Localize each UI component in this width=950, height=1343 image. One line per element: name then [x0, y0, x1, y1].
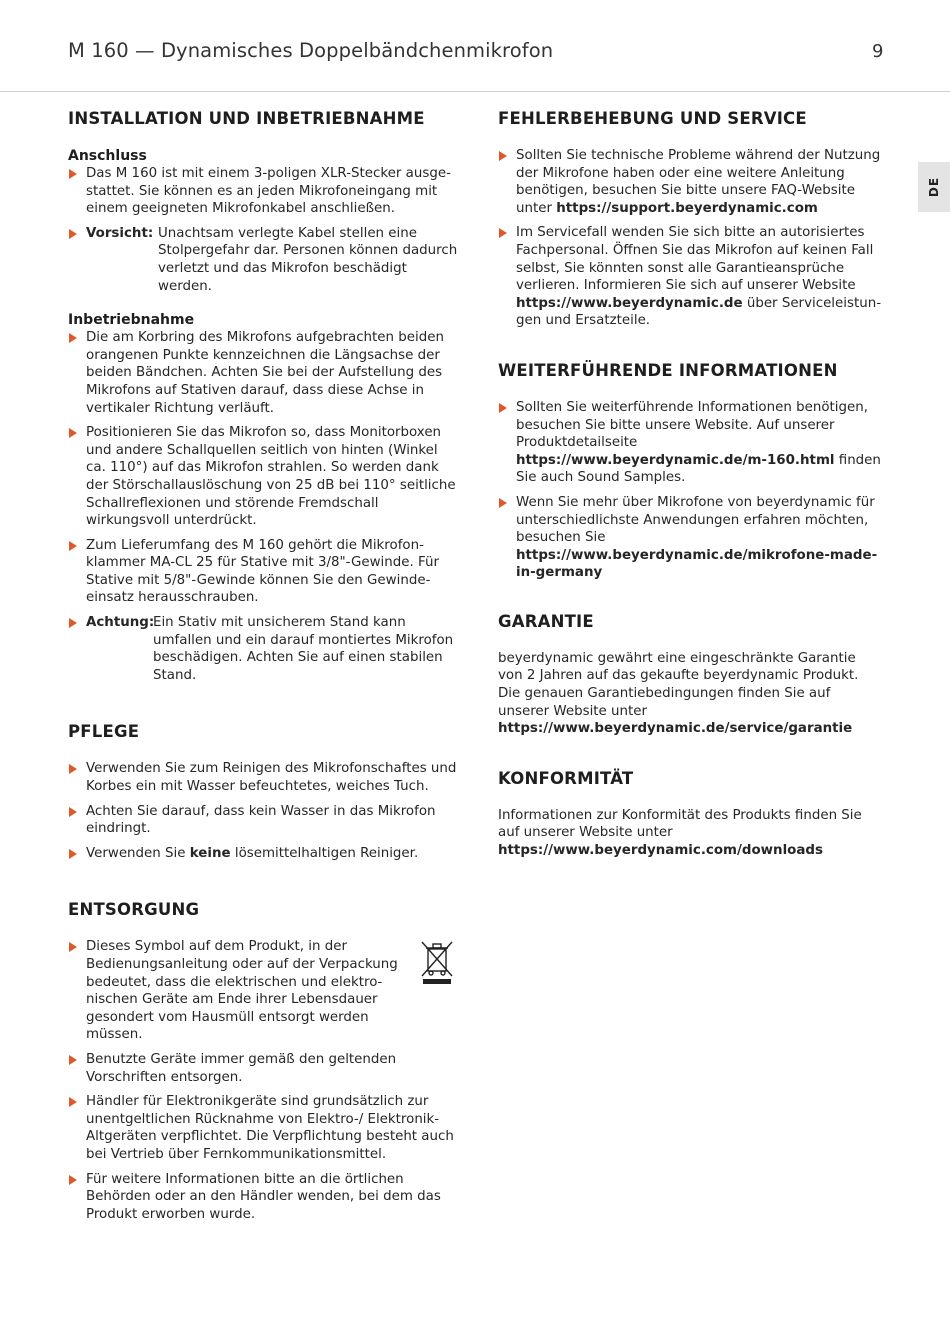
language-tab-label: DE — [927, 176, 941, 198]
list-item: Positionieren Sie das Mikrofon so, dass Monitorboxen und andere Schallquellen seitlich von hinten (Winkel ca. 110°) auf das Mikrofon strahlen. So werden dank der Störschallauslöschung von 25 dB bei 110° seitliche Schallreflexionen und störende Fremdschall wirkungsvoll unterdrückt. — [68, 424, 458, 530]
bullet-triangle-icon — [499, 228, 507, 238]
bullet-triangle-icon — [69, 1055, 77, 1065]
right-column — [498, 108, 883, 860]
page-number: 9 — [872, 41, 884, 62]
entsorgung-list — [68, 938, 458, 1223]
fehlerbehebung-list — [498, 147, 883, 330]
list-item: Im Servicefall wenden Sie sich bitte an autorisiertes Fachpersonal. Öffnen Sie das Mikrofon auf keinen Fall selbst, Sie könnten sonst alle Garantieansprüche verlieren. Informieren Sie sich auf unserer Website https://www.beyerdynamic.de über Serviceleistungen und Ersatzteile. — [498, 224, 883, 330]
section-heading-weiterfuehrende: WEITERFÜHRENDE INFORMATIONEN — [498, 360, 838, 380]
bullet-triangle-icon — [499, 498, 507, 508]
warning-label: Vorsicht: — [86, 225, 154, 241]
bullet-triangle-icon — [499, 151, 507, 161]
section-heading-entsorgung: ENTSORGUNG — [68, 900, 200, 920]
bullet-triangle-icon — [69, 849, 77, 859]
list-item: Verwenden Sie keine lösemittelhaltigen Reiniger. — [68, 845, 458, 863]
left-column — [68, 108, 458, 1230]
list-item: Verwenden Sie zum Reinigen des Mikrofonschaftes und Korbes ein mit Wasser befeuchtetes, weiches Tuch. — [68, 760, 458, 795]
bullet-triangle-icon — [69, 764, 77, 774]
document-title: M 160 — Dynamisches Doppelbändchenmikrofon — [68, 39, 554, 62]
made-in-germany-link[interactable]: https://www.beyerdynamic.de/mikrofone-made-in-germany — [516, 547, 878, 581]
section-heading-fehlerbehebung: FEHLERBEHEBUNG UND SERVICE — [498, 109, 807, 128]
warning-label: Achtung: — [86, 615, 155, 631]
bullet-triangle-icon — [69, 229, 77, 239]
warning-item — [68, 614, 458, 684]
bullet-triangle-icon — [69, 333, 77, 343]
section-konformitaet — [498, 768, 883, 860]
section-fehlerbehebung — [498, 108, 883, 330]
garantie-link[interactable]: https://www.beyerdynamic.de/service/garantie — [498, 721, 853, 737]
section-entsorgung — [68, 899, 458, 1223]
bullet-triangle-icon — [69, 1097, 77, 1107]
section-garantie — [498, 611, 883, 738]
bullet-triangle-icon — [69, 807, 77, 817]
section-heading-installation: INSTALLATION UND INBETRIEBNAHME — [68, 109, 425, 128]
section-weiterfuehrende — [498, 360, 883, 582]
list-item: Die am Korbring des Mikrofons aufgebrachten beiden orangenen Punkte kennzeichnen die Längsachse der beiden Bändchen. Achten Sie bei der Aufstellung des Mikrofons auf Stativen darauf, dass diese Achse in vertikaler Richtung verläuft. — [68, 329, 458, 417]
warning-text: Unachtsam verlegte Kabel stellen eine Stolpergefahr dar. Personen können dadurch verletzt und das Mikrofon beschädigt werden. — [158, 225, 458, 294]
list-item: Dieses Symbol auf dem Produkt, in der Bedienungsanleitung oder auf der Verpackung bedeutet, dass die elektrischen und elektronischen Geräte am Ende ihrer Lebensdauer gesondert vom Hausmüll entsorgt werden müssen. — [68, 938, 458, 1044]
subheading-anschluss: Anschluss — [68, 148, 147, 164]
warning-item — [68, 225, 458, 295]
website-link[interactable]: https://www.beyerdynamic.de — [516, 295, 743, 311]
bullet-triangle-icon — [499, 403, 507, 413]
emphasis-keine: keine — [189, 845, 231, 861]
support-link[interactable]: https://support.beyerdynamic.com — [556, 200, 818, 216]
list-item: Achten Sie darauf, dass kein Wasser in das Mikrofon eindringt. — [68, 803, 458, 838]
garantie-text: beyerdynamic gewährt eine eingeschränkte Garantie von 2 Jahren auf das gekaufte beyerdynamic Produkt. Die genauen Garantiebedingungen finden Sie auf unserer Website unter https://www.beyerdynamic.de/service/garantie — [498, 650, 859, 737]
list-item: Händler für Elektronikgeräte sind grundsätzlich zur unentgeltlichen Rücknahme von Elektro-/ Elektronik-Altgeräten verpflichtet. Die Verpflichtung besteht auch bei Vertrieb über Fernkommunikationsmittel. — [68, 1093, 458, 1163]
bullet-triangle-icon — [69, 942, 77, 952]
downloads-link[interactable]: https://www.beyerdynamic.com/downloads — [498, 843, 823, 859]
product-page-link[interactable]: https://www.beyerdynamic.de/m-160.html — [516, 452, 835, 468]
list-item: Zum Lieferumfang des M 160 gehört die Mikrofonklammer MA-CL 25 für Stative mit 3/8"-Gewinde. Für Stative mit 5/8"-Gewinde können Sie den Gewindeeinsatz herausschrauben. — [68, 537, 458, 607]
konformitaet-text: Informationen zur Konformität des Produkts finden Sie auf unserer Website unter https://www.beyerdynamic.com/downloads — [498, 807, 862, 859]
bullet-triangle-icon — [69, 541, 77, 551]
section-installation — [68, 108, 458, 684]
language-tab — [918, 162, 950, 212]
section-pflege — [68, 721, 458, 862]
section-heading-konformitaet: KONFORMITÄT — [498, 768, 634, 788]
section-heading-garantie: GARANTIE — [498, 611, 594, 631]
bullet-triangle-icon — [69, 618, 77, 628]
bullet-triangle-icon — [69, 1175, 77, 1185]
warning-text: Ein Stativ mit unsicherem Stand kann umfallen und ein darauf montiertes Mikrofon beschädigen. Achten Sie auf einen stabilen Stand. — [153, 615, 454, 683]
entsorgung-content — [68, 938, 458, 1223]
weiterfuehrende-list — [498, 399, 883, 582]
page-header — [0, 0, 950, 92]
list-item: Das M 160 ist mit einem 3-poligen XLR-Stecker ausgestattet. Sie können es an jeden Mikrofoneingang mit einem geeigneten Mikrofonkabel anschließen. — [68, 165, 458, 218]
bullet-triangle-icon — [69, 169, 77, 179]
list-item: Sollten Sie technische Probleme während der Nutzung der Mikrofone haben oder eine weitere Anleitung benötigen, besuchen Sie bitte unsere FAQ-Website unter https://support.beyerdynamic.com — [498, 147, 883, 217]
list-item: Wenn Sie mehr über Mikrofone von beyerdynamic für unterschiedlichste Anwendungen erfahren möchten, besuchen Sie https://www.beyerdynamic.de/mikrofone-made-in-germany — [498, 494, 883, 582]
inbetriebnahme-list — [68, 329, 458, 684]
anschluss-list — [68, 165, 458, 295]
section-heading-pflege: PFLEGE — [68, 722, 140, 742]
pflege-list — [68, 760, 458, 862]
bullet-triangle-icon — [69, 428, 77, 438]
list-item: Für weitere Informationen bitte an die örtlichen Behörden oder an den Händler wenden, bei dem das Produkt erworben wurde. — [68, 1171, 458, 1224]
list-item: Sollten Sie weiterführende Informationen benötigen, besuchen Sie bitte unsere Website. Auf unserer Produktdetailseite https://www.beyerdynamic.de/m-160.html finden Sie auch Sound Samples. — [498, 399, 883, 487]
subheading-inbetriebnahme: Inbetriebnahme — [68, 312, 195, 329]
list-item: Benutzte Geräte immer gemäß den geltenden Vorschriften entsorgen. — [68, 1051, 458, 1086]
